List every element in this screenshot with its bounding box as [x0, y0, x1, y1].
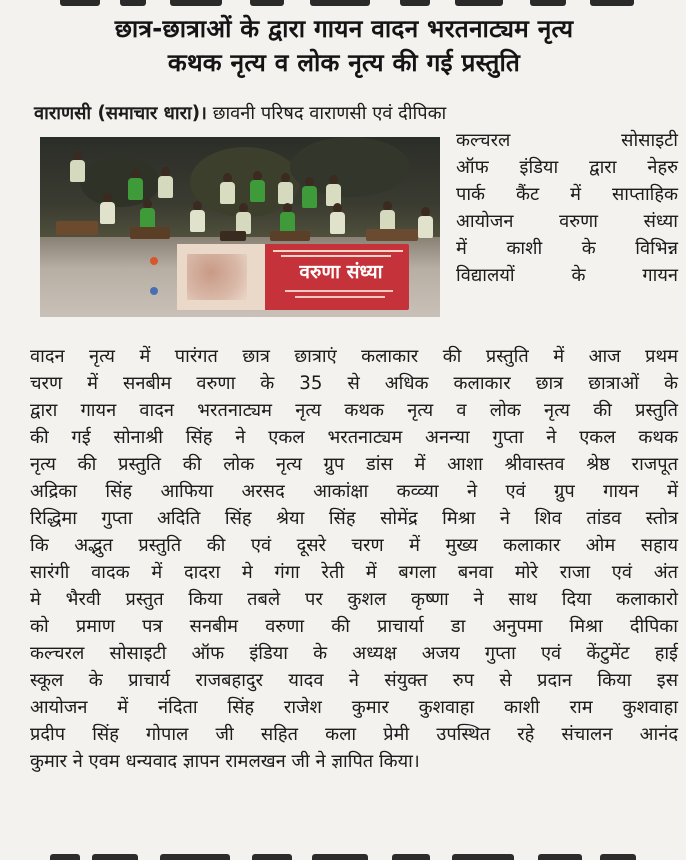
- article-body: [30, 343, 678, 775]
- article-line: ऑफ इंडिया द्वारा नेहरु: [456, 157, 678, 178]
- article-line: में काशी के विभिन्न: [456, 238, 678, 259]
- article-line: कल्चरल सोसाइटी: [456, 130, 678, 151]
- article-line: पार्क कैंट में साप्ताहिक: [456, 184, 678, 205]
- article-wrapped-column: [456, 127, 678, 289]
- article-line: प्रदीप सिंह गोपाल जी सहित कला प्रेमी उपस्थित रहे संचालन आनंद: [30, 724, 678, 745]
- article-line: को प्रमाण पत्र सनबीम वरुणा की प्राचार्या डा अनुपमा मिश्रा दीपिका: [30, 616, 678, 637]
- headline-line-1: छात्र-छात्राओं के द्वारा गायन वादन भरतनाट्यम नृत्य: [114, 14, 574, 43]
- article-line: द्वारा गायन वादन भरतनाट्यम नृत्य कथक नृत्य व लोक नृत्य की प्रस्तुति: [30, 400, 678, 421]
- harmonium: [270, 231, 310, 241]
- article-line: कल्चरल सोसाइटी ऑफ इंडिया के अध्यक्ष अजय गुप्ता एवं केंटुमेंट हाई: [30, 643, 678, 664]
- article-line: आयोजन में नंदिता सिंह राजेश कुमार कुशवाहा काशी राम कुशवाहा: [30, 697, 678, 718]
- article-line: की गई सोनाश्री सिंह ने एकल भरतनाट्यम अनन्या गुप्ता ने एकल कथक: [30, 427, 678, 448]
- event-photo: [40, 137, 440, 317]
- tabla: [220, 231, 246, 241]
- article-line: आयोजन वरुणा संध्या: [456, 211, 678, 232]
- article-line: विद्यालयों के गायन: [456, 265, 678, 286]
- lead-text: छावनी परिषद वाराणसी एवं दीपिका: [206, 103, 447, 124]
- clipped-previous-column-text: [0, 0, 686, 10]
- article-line: कुमार ने एवम धन्यवाद ज्ञापन रामलखन जी ने ज्ञापित किया।: [30, 751, 420, 772]
- article-line: अद्रिका सिंह आफिया अरसद आकांक्षा कव्व्या ने एवं ग्रुप गायन में: [30, 481, 678, 502]
- article-line: सारंगी वादक में दादरा मे गंगा रेती में बगला बनवा मोरे राजा एवं अंत: [30, 562, 678, 583]
- article-line: नृत्य की प्रस्तुति की लोक नृत्य ग्रुप डांस में आशा श्रीवास्तव श्रेष्ठ राजपूत: [30, 454, 678, 475]
- dateline: वाराणसी (समाचार धारा)।: [34, 103, 207, 124]
- sponsor-logo: [150, 257, 158, 265]
- banner-title: वरुणा संध्या: [299, 261, 383, 283]
- sponsor-logo: [150, 287, 158, 295]
- article-line: रिद्धिमा गुप्ता अदिति सिंह श्रेया सिंह सोमेंद्र मिश्रा ने शिव तांडव स्तोत्र: [30, 508, 678, 529]
- article-headline: [14, 12, 674, 80]
- article-line: वादन नृत्य में पारंगत छात्र छात्राएं कलाकार की प्रस्तुति में आज प्रथम: [30, 346, 678, 367]
- clipped-next-article-headline: [0, 848, 686, 860]
- harmonium: [130, 227, 170, 239]
- article-line: कि अद्भुत प्रस्तुति की एवं दूसरे चरण में मुख्य कलाकार ओम सहाय: [30, 535, 678, 556]
- harmonium: [56, 221, 98, 235]
- event-banner: [177, 244, 409, 310]
- harmonium: [366, 229, 418, 241]
- article-line: स्कूल के प्राचार्य राजबहादुर यादव ने संयुक्त रुप से प्रदान किया इस: [30, 670, 678, 691]
- article-line: मे भैरवी प्रस्तुत किया तबले पर कुशल कृष्णा ने साथ दिया कलाकारो: [30, 589, 678, 610]
- article-lead-line: [34, 100, 678, 127]
- article-line: चरण में सनबीम वरुणा के 35 से अधिक कलाकार छात्र छात्राओं के: [30, 373, 678, 394]
- headline-line-2: कथक नृत्य व लोक नृत्य की गई प्रस्तुति: [167, 48, 521, 77]
